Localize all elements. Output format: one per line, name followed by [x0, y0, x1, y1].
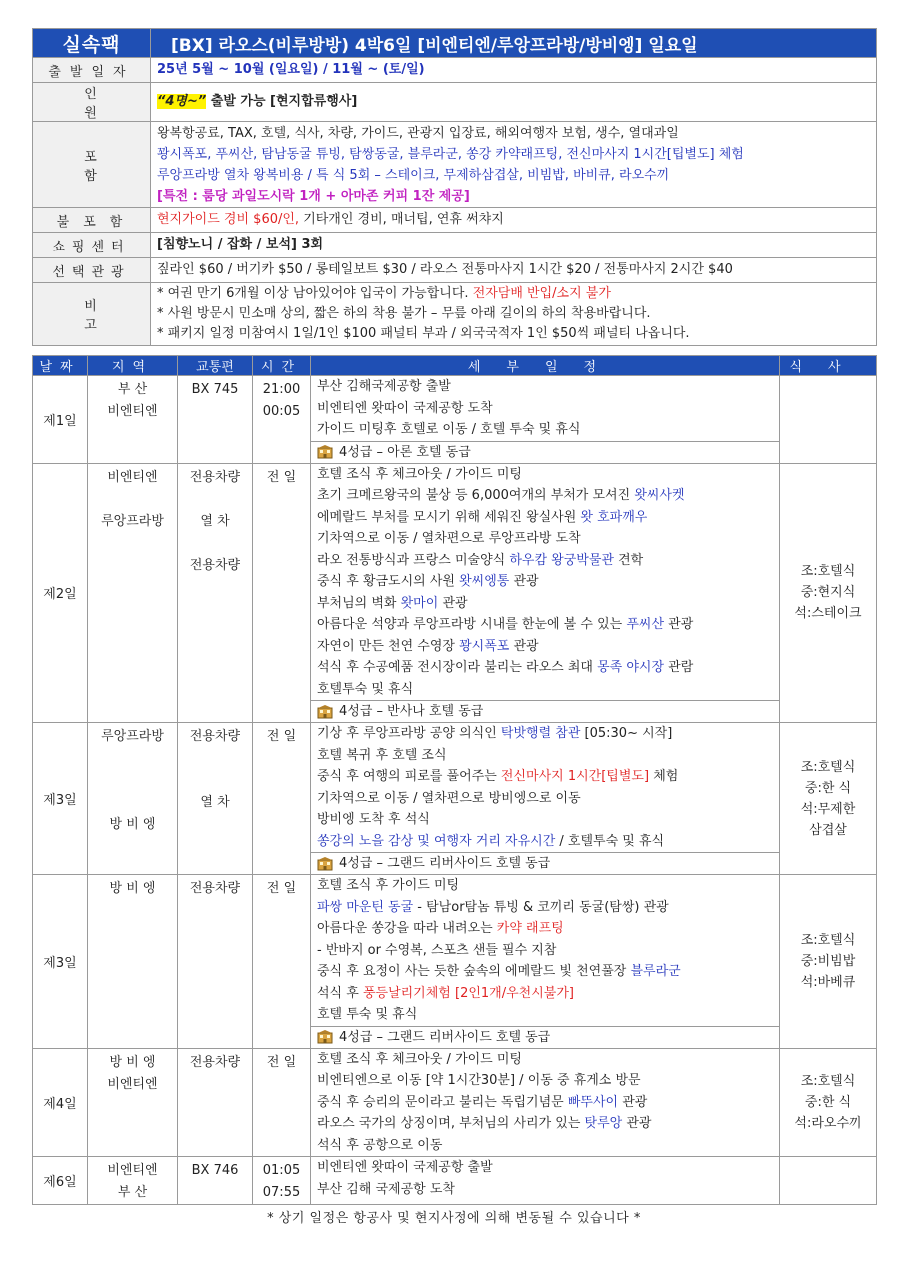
schedule-text: 푸씨산: [626, 617, 665, 632]
transport-name: [178, 489, 252, 511]
schedule-text: / 호텔투숙 및 휴식: [555, 833, 665, 849]
schedule-day-row: [33, 463, 877, 723]
schedule-text: 왓 호파깨우: [580, 509, 648, 525]
exclude-rest: 기타개인 경비, 매너팁, 연휴 써챠지: [299, 212, 504, 227]
meal-item: 석:바베큐: [800, 974, 856, 990]
schedule-line: [311, 788, 779, 810]
detail-cell: [311, 875, 780, 1049]
schedule-line: [311, 636, 779, 658]
detail-cell: [311, 463, 780, 723]
day-label: 제3일: [33, 723, 88, 875]
transport-name: BX 745: [191, 382, 239, 397]
meal-item: 조:호텔식: [800, 1073, 856, 1089]
schedule-line: [311, 1004, 779, 1026]
schedule-text: 기차역으로 이동 / 열차편으로 방비엥으로 이동: [317, 790, 581, 806]
schedule-text: 라오스 국가의 상징이며, 부처님의 사리가 있는: [317, 1116, 585, 1131]
people-label: 인원: [33, 83, 151, 122]
schedule-text: 꽝시폭포: [459, 638, 510, 654]
region-name: 비엔티엔: [107, 404, 158, 419]
time-cell: [253, 1048, 311, 1157]
detail-cell: [311, 723, 780, 875]
transport-name: 열 차: [200, 795, 230, 810]
shopping-value: [침향노니 / 잡화 / 보석] 3회: [151, 233, 877, 258]
schedule-text: 자연이 만든 천연 수영장: [317, 638, 460, 654]
schedule-line: [311, 831, 779, 853]
schedule-text: 중식 후 요정이 사는 듯한 숲속의 에메랄드 빛 천연풀장: [317, 964, 631, 979]
region-cell: [88, 723, 178, 875]
include-bonus: [특전 : 룸당 과일도시락 1개 + 아마존 커피 1잔 제공]: [157, 188, 470, 204]
hotel-building-icon: [317, 1030, 333, 1044]
day-label: 제6일: [33, 1157, 88, 1205]
schedule-header-row: [33, 356, 877, 376]
schedule-day-row: [33, 723, 877, 875]
hotel-building-icon: [317, 705, 333, 719]
people-rest: 출발 가능 [현지합류행사]: [206, 94, 358, 109]
schedule-day-row: [33, 1048, 877, 1157]
schedule-text: 호텔투숙 및 휴식: [317, 681, 414, 697]
schedule-text: 비엔티엔 왓따이 국제공항 출발: [317, 1160, 493, 1175]
transport-name: BX 746: [191, 1163, 239, 1178]
people-value: [151, 83, 877, 122]
schedule-text: 관광: [509, 638, 539, 654]
shopping-label: 쇼핑센터: [33, 233, 151, 258]
detail-cell: [311, 1157, 780, 1205]
transport-name: 전용차량: [189, 557, 241, 573]
schedule-line: [311, 614, 779, 636]
schedule-line: [311, 961, 779, 983]
detail-cell: [311, 376, 780, 464]
meal-item: 중:한 식: [804, 1094, 852, 1110]
schedule-text: 풍등날리기체험 [2인1개/우천시불가]: [362, 985, 574, 1001]
note-value: [151, 283, 877, 346]
schedule-line: [311, 1135, 779, 1157]
hotel-name: 4성급 – 그랜드 리버사이드 호텔 동급: [339, 856, 551, 871]
meal-cell: [780, 1048, 877, 1157]
schedule-text: 부산 김해 국제공항 도착: [317, 1181, 455, 1197]
region-cell: [88, 1157, 178, 1205]
schedule-text: 빠뚜사이: [567, 1094, 619, 1110]
meal-cell: [780, 463, 877, 723]
schedule-table: [32, 355, 877, 1205]
day-label: 제1일: [33, 376, 88, 464]
schedule-footnote: * 상기 일정은 항공사 및 현지사정에 의해 변동될 수 있습니다 *: [267, 1211, 641, 1226]
hotel-line: [311, 700, 779, 722]
schedule-text: 석식 후 공항으로 이동: [317, 1137, 443, 1153]
meal-item: 석:무제한: [800, 801, 856, 817]
note-ecig: 전자담배 반입/소지 불가: [472, 286, 611, 301]
schedule-text: 왓마이: [400, 595, 439, 611]
col-header-detail: 세부일정: [311, 356, 780, 376]
schedule-line: [311, 1179, 779, 1201]
region-name: 비엔티엔: [107, 469, 158, 485]
col-header-region: 지역: [88, 356, 178, 376]
schedule-line: [311, 679, 779, 701]
exclude-label: 불포함: [33, 208, 151, 233]
transport-name: [178, 770, 252, 792]
day-label: 제2일: [33, 463, 88, 723]
package-title: [BX] 라오스(비루방방) 4박6일 [비엔티엔/루앙프라방/방비엥] 일요일: [151, 29, 877, 58]
schedule-text: 에메랄드 부처를 모시기 위해 세워진 왕실사원: [317, 509, 581, 525]
time-value: 01:05: [262, 1163, 301, 1178]
schedule-text: 체험: [649, 769, 679, 784]
time-value: 전 일: [266, 729, 297, 744]
meal-item: 삼겹살: [809, 822, 847, 838]
schedule-day-row: [33, 875, 877, 1049]
schedule-text: 호텔 조식 후 가이드 미팅: [317, 878, 460, 893]
hotel-line: [311, 441, 779, 463]
hotel-building-icon: [317, 445, 333, 459]
schedule-text: 아름다운 석양과 루앙프라방 시내를 한눈에 볼 수 있는: [317, 617, 627, 632]
option-label: 선택관광: [33, 258, 151, 283]
transport-cell: [178, 1157, 253, 1205]
schedule-line: [311, 507, 779, 529]
hotel-building-icon: [317, 857, 333, 871]
schedule-text: 전신마사지 1시간[팁별도]: [500, 769, 650, 784]
col-header-time: 시간: [253, 356, 311, 376]
schedule-line: [311, 1070, 779, 1092]
transport-name: 전용차량: [189, 1054, 241, 1070]
schedule-line: [311, 1049, 779, 1071]
schedule-text: 초기 크메르왕국의 불상 등 6,000여개의 부처가 모셔진: [317, 488, 635, 503]
transport-name: 전용차량: [189, 881, 241, 896]
schedule-line: [311, 983, 779, 1005]
meal-cell: [780, 875, 877, 1049]
schedule-line: [311, 1113, 779, 1135]
schedule-text: 왓씨사켓: [634, 488, 685, 503]
meal-item: 석:라오수끼: [794, 1115, 862, 1131]
include-line: 꽝시폭포, 푸씨산, 탐남동굴 튜빙, 탐쌍동굴, 블루라군, 쏭강 카약래프팅, 전신마사지 1시간[팁별도] 체험: [157, 146, 744, 162]
meal-item: 중:현지식: [800, 585, 856, 601]
note-passport: * 여권 만기 6개월 이상 남아있어야 입국이 가능합니다.: [157, 286, 473, 301]
region-name: [88, 577, 177, 599]
transport-name: 전용차량: [189, 729, 241, 744]
schedule-text: 관광: [618, 1094, 648, 1110]
meal-item: 중:비빔밥: [800, 953, 856, 969]
schedule-text: 부처님의 벽화: [317, 595, 401, 611]
schedule-text: 가이드 미팅후 호텔로 이동 / 호텔 투숙 및 휴식: [317, 422, 581, 437]
schedule-line: [311, 376, 779, 398]
region-cell: [88, 376, 178, 464]
region-name: 방 비 엥: [109, 881, 156, 896]
region-name: 방 비 엥: [109, 1054, 156, 1070]
day-label: 제3일: [33, 875, 88, 1049]
schedule-line: [311, 940, 779, 962]
time-value: 21:00: [262, 382, 301, 397]
meal-item: 석:스테이크: [794, 606, 862, 622]
include-line: 루앙프라방 열차 왕복비용 / 특 식 5회 – 스테이크, 무제하삼겹살, 비빔밥, 바비큐, 라오수끼: [157, 167, 670, 183]
brand-label: 실속팩: [33, 29, 151, 58]
region-name: 방 비 엥: [109, 817, 156, 832]
schedule-text: 호텔 투숙 및 휴식: [317, 1007, 418, 1022]
transport-name: 열 차: [200, 513, 230, 529]
schedule-line: [311, 550, 779, 572]
meal-cell: [780, 1157, 877, 1205]
transport-cell: [178, 376, 253, 464]
transport-cell: [178, 723, 253, 875]
schedule-line: [311, 897, 779, 919]
schedule-text: 몽족 야시장: [597, 660, 665, 675]
schedule-line: [311, 419, 779, 441]
col-header-date: 날짜: [33, 356, 88, 376]
schedule-text: 쏭강의 노을 감상 및 여행자 거리 자유시간: [317, 833, 556, 849]
schedule-text: 중식 후 황금도시의 사원: [317, 574, 460, 589]
meal-item: 중:한 식: [804, 780, 852, 796]
schedule-text: 호텔 복귀 후 호텔 조식: [317, 747, 447, 763]
schedule-line: [311, 657, 779, 679]
guide-fee: 현지가이드 경비 $60/인,: [157, 212, 300, 227]
time-value: 전 일: [266, 469, 297, 485]
schedule-text: 관람: [664, 660, 694, 675]
schedule-text: 방비엥 도착 후 석식: [317, 812, 430, 827]
schedule-text: 관광: [664, 617, 694, 632]
region-cell: [88, 463, 178, 723]
hotel-name: 4성급 – 반사나 호텔 동급: [339, 704, 484, 719]
region-cell: [88, 1048, 178, 1157]
schedule-text: [05:30~ 시작]: [580, 726, 673, 741]
meal-item: 조:호텔식: [800, 759, 856, 775]
depart-label: 출발일자: [33, 58, 151, 83]
schedule-text: 견학: [613, 552, 644, 568]
hotel-name: 4성급 – 아론 호텔 동급: [339, 444, 471, 460]
region-name: 루앙프라방: [101, 513, 164, 529]
time-cell: [253, 1157, 311, 1205]
time-cell: [253, 376, 311, 464]
schedule-line: [311, 1157, 779, 1179]
region-name: [88, 533, 177, 555]
schedule-line: [311, 528, 779, 550]
meal-item: 조:호텔식: [800, 564, 856, 580]
transport-name: [178, 533, 252, 555]
schedule-text: - 반바지 or 수영복, 스포츠 샌들 필수 지참: [317, 942, 557, 958]
schedule-text: 석식 후: [317, 985, 363, 1001]
note-line: [157, 284, 876, 304]
schedule-line: [311, 571, 779, 593]
schedule-text: 하우캄 왕궁박물관: [509, 552, 614, 568]
time-cell: [253, 875, 311, 1049]
schedule-line: [311, 918, 779, 940]
schedule-text: 부산 김해국제공항 출발: [317, 379, 451, 394]
time-value: 00:05: [262, 404, 301, 419]
schedule-text: 카약 래프팅: [496, 921, 564, 936]
hotel-name: 4성급 – 그랜드 리버사이드 호텔 동급: [339, 1029, 551, 1045]
schedule-text: 파쌍 마운틴 동굴: [317, 899, 414, 915]
day-label: 제4일: [33, 1048, 88, 1157]
transport-cell: [178, 1048, 253, 1157]
region-name: 비엔티엔: [107, 1163, 158, 1178]
schedule-text: 기상 후 루앙프라방 공양 의식인: [317, 726, 501, 741]
package-info-table: [32, 28, 877, 346]
region-name: 비엔티엔: [107, 1076, 158, 1092]
region-name: [88, 489, 177, 511]
meal-cell: [780, 723, 877, 875]
schedule-line: [311, 745, 779, 767]
region-name: [88, 555, 177, 577]
transport-name: [178, 748, 252, 770]
schedule-text: 관광: [438, 595, 468, 611]
time-value: 전 일: [266, 881, 297, 896]
schedule-text: - 탐남or탐놈 튜빙 & 코끼리 동굴(탐쌍) 관광: [413, 899, 669, 915]
schedule-line: [311, 593, 779, 615]
region-name: 부 산: [117, 1185, 148, 1200]
option-value: 짚라인 $60 / 버기카 $50 / 롱테일보트 $30 / 라오스 전통마사지 1시간 $20 / 전통마사지 2시간 $40: [151, 258, 877, 283]
region-cell: [88, 875, 178, 1049]
schedule-text: 호텔 조식 후 체크아웃 / 가이드 미팅: [317, 1051, 522, 1067]
note-line: * 사원 방문시 민소매 상의, 짧은 하의 착용 불가 – 무릎 아래 길이의 하의 착용바랍니다.: [157, 306, 651, 321]
depart-value: 25년 5월 ~ 10월 (일요일) / 11월 ~ (토/일): [151, 58, 877, 83]
schedule-text: 관광: [509, 574, 539, 589]
schedule-text: 비엔티엔으로 이동 [약 1시간30분] / 이동 중 휴게소 방문: [317, 1073, 641, 1088]
schedule-text: 아름다운 쏭강을 따라 내려오는: [317, 921, 497, 936]
people-min-highlight: “4명~”: [157, 94, 207, 109]
detail-cell: [311, 1048, 780, 1157]
time-value: 전 일: [266, 1054, 297, 1070]
schedule-day-row: [33, 1157, 877, 1205]
region-name: [88, 792, 177, 814]
note-line: * 패키지 일정 미참여시 1일/1인 $100 패널티 부과 / 외국국적자 1인 $50씩 패널티 나옵니다.: [157, 326, 690, 341]
schedule-text: 비엔티엔 왓따이 국제공항 도착: [317, 400, 493, 416]
region-name: [88, 770, 177, 792]
schedule-line: [311, 875, 779, 897]
schedule-text: 관광: [622, 1116, 652, 1131]
meal-item: 조:호텔식: [800, 932, 856, 948]
schedule-text: 왓씨엥통: [459, 574, 510, 589]
schedule-text: 탓루앙: [584, 1116, 623, 1131]
time-value: 07:55: [262, 1185, 301, 1200]
schedule-line: [311, 723, 779, 745]
schedule-text: 라오 전통방식과 프랑스 미술양식: [317, 552, 510, 568]
schedule-text: 기차역으로 이동 / 열차편으로 루앙프라방 도착: [317, 531, 581, 546]
schedule-line: [311, 464, 779, 486]
schedule-line: [311, 1092, 779, 1114]
col-header-meal: 식사: [780, 356, 877, 376]
schedule-text: 블루라군: [630, 964, 681, 979]
schedule-text: 중식 후 승리의 문이라고 불리는 독립기념문: [317, 1094, 568, 1110]
schedule-line: [311, 485, 779, 507]
region-name: 부 산: [117, 382, 148, 397]
include-value: [151, 122, 877, 208]
hotel-line: [311, 1026, 779, 1048]
exclude-value: [151, 208, 877, 233]
include-label: 포함: [33, 122, 151, 208]
schedule-text: 석식 후 수공예품 전시장이라 불리는 라오스 최대: [317, 660, 598, 675]
include-line: 왕복항공료, TAX, 호텔, 식사, 차량, 가이드, 관광지 입장료, 해외여행자 보험, 생수, 열대과일: [157, 125, 679, 141]
transport-cell: [178, 463, 253, 723]
schedule-day-row: [33, 376, 877, 464]
transport-cell: [178, 875, 253, 1049]
schedule-text: 중식 후 여행의 피로를 풀어주는: [317, 769, 501, 784]
schedule-line: [311, 398, 779, 420]
schedule-text: 호텔 조식 후 체크아웃 / 가이드 미팅: [317, 466, 522, 482]
col-header-transport: 교통편: [178, 356, 253, 376]
time-cell: [253, 463, 311, 723]
region-name: 루앙프라방: [101, 729, 164, 744]
schedule-line: [311, 766, 779, 788]
schedule-text: 탁밧행렬 참관: [500, 726, 581, 741]
title-row: [33, 29, 877, 58]
hotel-line: [311, 852, 779, 874]
region-name: [88, 748, 177, 770]
itinerary-document: [32, 28, 876, 1226]
transport-name: 전용차량: [189, 469, 241, 485]
note-label: 비고: [33, 283, 151, 346]
meal-cell: [780, 376, 877, 464]
schedule-line: [311, 809, 779, 831]
time-cell: [253, 723, 311, 875]
